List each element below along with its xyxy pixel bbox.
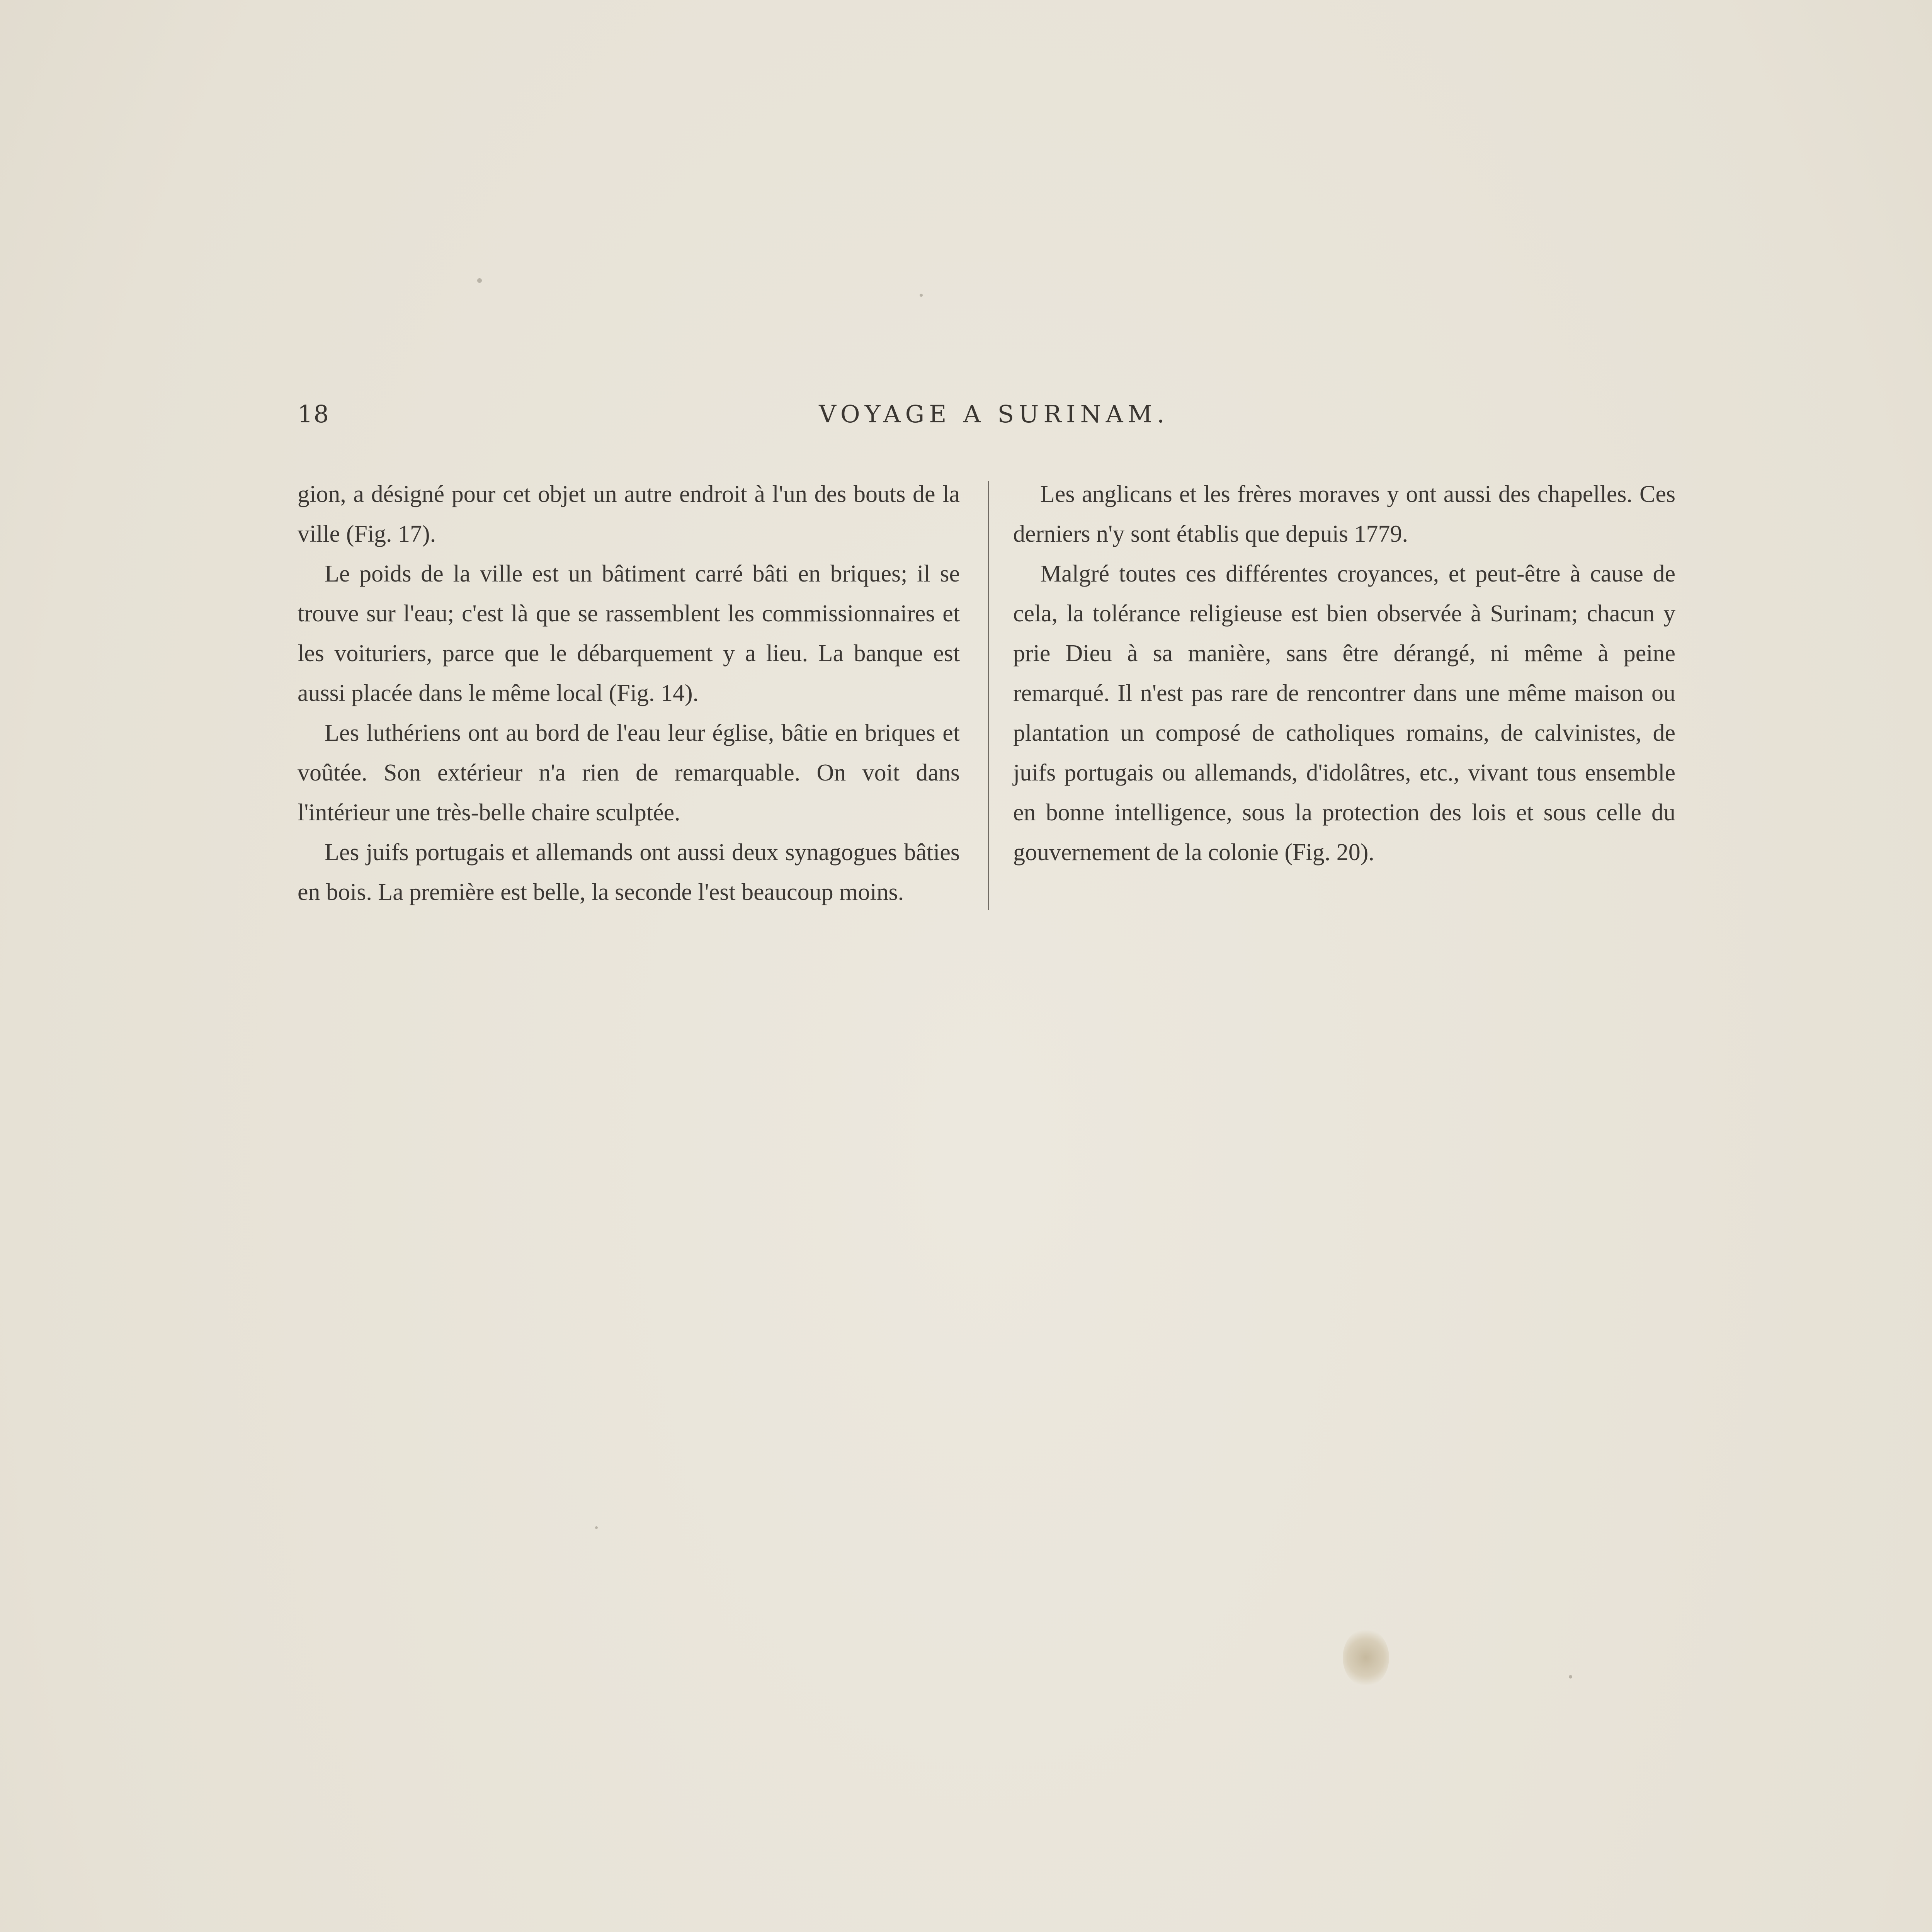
running-title: VOYAGE A SURINAM. xyxy=(819,400,1169,428)
page-header xyxy=(298,400,1679,435)
page-number: 18 xyxy=(298,400,330,428)
left-text-column xyxy=(298,474,960,912)
paper-speck xyxy=(920,294,923,297)
paragraph: Les anglicans et les frères moraves y ont aussi des chapelles. Ces derniers n'y sont établis que depuis 1779. xyxy=(1013,481,1675,547)
paragraph: gion, a désigné pour cet objet un autre endroit à l'un des bouts de la ville (Fig. 17). xyxy=(298,481,960,547)
paper-speck xyxy=(595,1526,598,1529)
paragraph: Les juifs portugais et allemands ont aussi deux synagogues bâties en bois. La première est belle, la seconde l'est beaucoup moins. xyxy=(298,839,960,905)
paragraph: Le poids de la ville est un bâtiment carré bâti en briques; il se trouve sur l'eau; c'est là que se rassemblent les commissionnaires et les voituriers, parce que le débarquement y a lieu. La banque est aussi placée dans le même local (Fig. 14). xyxy=(298,561,960,706)
right-text-column xyxy=(1013,474,1675,872)
paragraph: Les luthériens ont au bord de l'eau leur église, bâtie en briques et voûtée. Son extérieur n'a rien de remarquable. On voit dans l'intérieur une très-belle chaire sculptée. xyxy=(298,720,960,826)
paper-speck xyxy=(477,278,482,283)
column-divider xyxy=(988,481,989,910)
paper-stain xyxy=(1343,1629,1389,1687)
paper-speck xyxy=(1569,1675,1572,1679)
paragraph: Malgré toutes ces différentes croyances, et peut-être à cause de cela, la tolérance religieuse est bien observée à Surinam; chacun y prie Dieu à sa manière, sans être dérangé, ni même à peine remarqué. Il n'est pas rare de rencontrer dans une même maison ou plantation un composé de catholiques romains, de calvinistes, de juifs portugais ou allemands, d'idolâtres, etc., vivant tous ensemble en bonne intelligence, sous la protection des lois et sous celle du gouvernement de la colonie (Fig. 20). xyxy=(1013,561,1675,866)
